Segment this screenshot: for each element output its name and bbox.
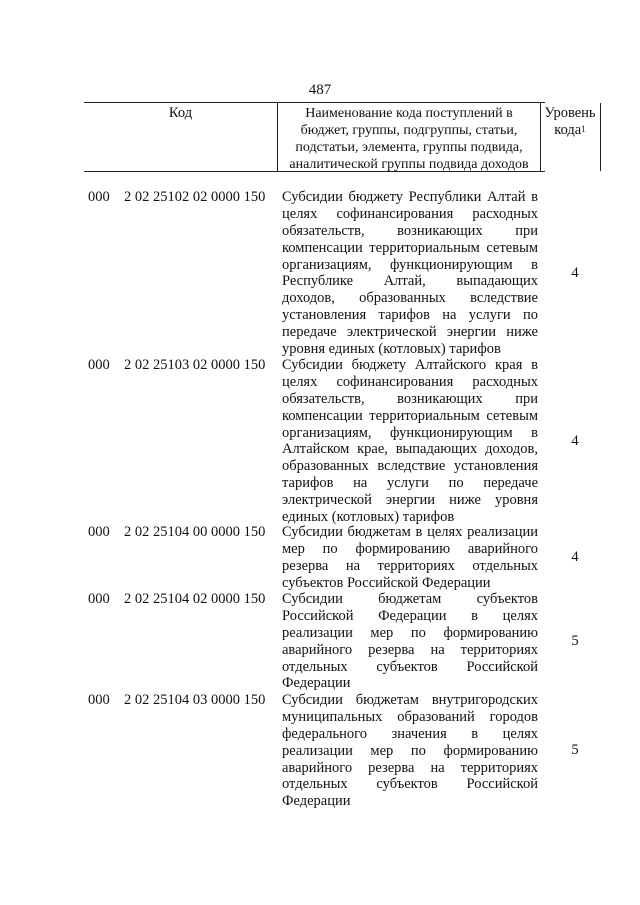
description-line: доходов, образованных вследствие bbox=[282, 290, 538, 307]
code-description bbox=[282, 692, 538, 810]
code-level: 5 bbox=[571, 632, 579, 649]
description-line: Субсидии бюджетам субъектов bbox=[282, 591, 538, 607]
header-level-column bbox=[540, 103, 601, 171]
code-level: 5 bbox=[571, 742, 579, 759]
description-line: Республике Алтай, выпадающих bbox=[282, 273, 538, 290]
description-line: Федерации bbox=[282, 793, 351, 810]
header-name-line: бюджет, группы, подгруппы, статьи, bbox=[300, 123, 518, 138]
description-line: передаче электрической энергии ниже bbox=[282, 324, 538, 341]
page-number: 487 bbox=[308, 82, 332, 98]
header-level-label: кода bbox=[554, 122, 582, 138]
code-description bbox=[282, 357, 538, 526]
description-line: отдельных субъектов Российской bbox=[282, 658, 538, 675]
code-level: 4 bbox=[571, 432, 579, 449]
description-line: Субсидии бюджетам в целях реализации bbox=[282, 524, 538, 540]
revenue-code: 2 02 25104 03 0000 150 bbox=[124, 692, 266, 708]
description-line: компенсации территориальным сетевым bbox=[282, 239, 538, 256]
code-level: 4 bbox=[571, 264, 579, 281]
description-line: тарифов на услуги по передаче bbox=[282, 475, 538, 492]
header-code-label: Код bbox=[168, 105, 193, 121]
description-line: организациям, функционирующим в bbox=[282, 424, 538, 441]
description-line: аварийного резерва на территориях bbox=[282, 641, 538, 658]
admin-code: 000 bbox=[88, 692, 110, 708]
footnote-marker: 1 bbox=[581, 124, 586, 134]
description-line: реализации мер по формированию bbox=[282, 624, 538, 641]
description-line: уровня единых (котловых) тарифов bbox=[282, 341, 501, 358]
code-description bbox=[282, 524, 538, 592]
description-line: отдельных субъектов Российской bbox=[282, 776, 538, 793]
description-line: Российской Федерации в целях bbox=[282, 607, 538, 624]
description-line: реализации мер по формированию bbox=[282, 742, 538, 759]
description-line: Федерации bbox=[282, 675, 351, 692]
code-description bbox=[282, 591, 538, 692]
description-line: образованных вследствие установления bbox=[282, 458, 538, 475]
revenue-code: 2 02 25104 02 0000 150 bbox=[124, 591, 266, 607]
description-line: муниципальных образований городов bbox=[282, 708, 538, 725]
revenue-code: 2 02 25103 02 0000 150 bbox=[124, 357, 266, 373]
description-line: обязательств, возникающих при bbox=[282, 222, 538, 239]
description-line: резерва на территориях отдельных bbox=[282, 557, 538, 574]
description-line: целях софинансирования расходных bbox=[282, 205, 538, 222]
header-name-column bbox=[277, 103, 541, 171]
description-line: Субсидии бюджетам внутригородских bbox=[282, 692, 538, 708]
description-line: установления тарифов на услуги по bbox=[282, 307, 538, 324]
description-line: обязательств, возникающих при bbox=[282, 390, 538, 407]
description-line: Субсидии бюджету Республики Алтай в bbox=[282, 189, 538, 205]
admin-code: 000 bbox=[88, 189, 110, 205]
description-line: субъектов Российской Федерации bbox=[282, 574, 491, 591]
admin-code: 000 bbox=[88, 591, 110, 607]
description-line: электрической энергии ниже уровня bbox=[282, 492, 538, 509]
description-line: аварийного резерва на территориях bbox=[282, 759, 538, 776]
header-name-line: подстатьи, элемента, группы подвида, bbox=[295, 140, 523, 155]
header-name-line: аналитической группы подвида доходов bbox=[289, 157, 529, 172]
table-header bbox=[84, 102, 596, 172]
header-name-line: Наименование кода поступлений в bbox=[305, 106, 513, 121]
description-line: единых (котловых) тарифов bbox=[282, 509, 455, 526]
admin-code: 000 bbox=[88, 357, 110, 373]
revenue-code: 2 02 25104 00 0000 150 bbox=[124, 524, 266, 540]
header-code-column bbox=[84, 103, 277, 171]
revenue-code: 2 02 25102 02 0000 150 bbox=[124, 189, 266, 205]
header-level-label: Уровень bbox=[544, 105, 596, 121]
admin-code: 000 bbox=[88, 524, 110, 540]
description-line: целях софинансирования расходных bbox=[282, 373, 538, 390]
description-line: мер по формированию аварийного bbox=[282, 540, 538, 557]
description-line: организациям, функционирующим в bbox=[282, 256, 538, 273]
code-description bbox=[282, 189, 538, 358]
description-line: Алтайском крае, выпадающих доходов, bbox=[282, 441, 538, 458]
description-line: федерального значения в целях bbox=[282, 725, 538, 742]
description-line: компенсации территориальным сетевым bbox=[282, 407, 538, 424]
description-line: Субсидии бюджету Алтайского края в bbox=[282, 357, 538, 373]
code-level: 4 bbox=[571, 548, 579, 565]
